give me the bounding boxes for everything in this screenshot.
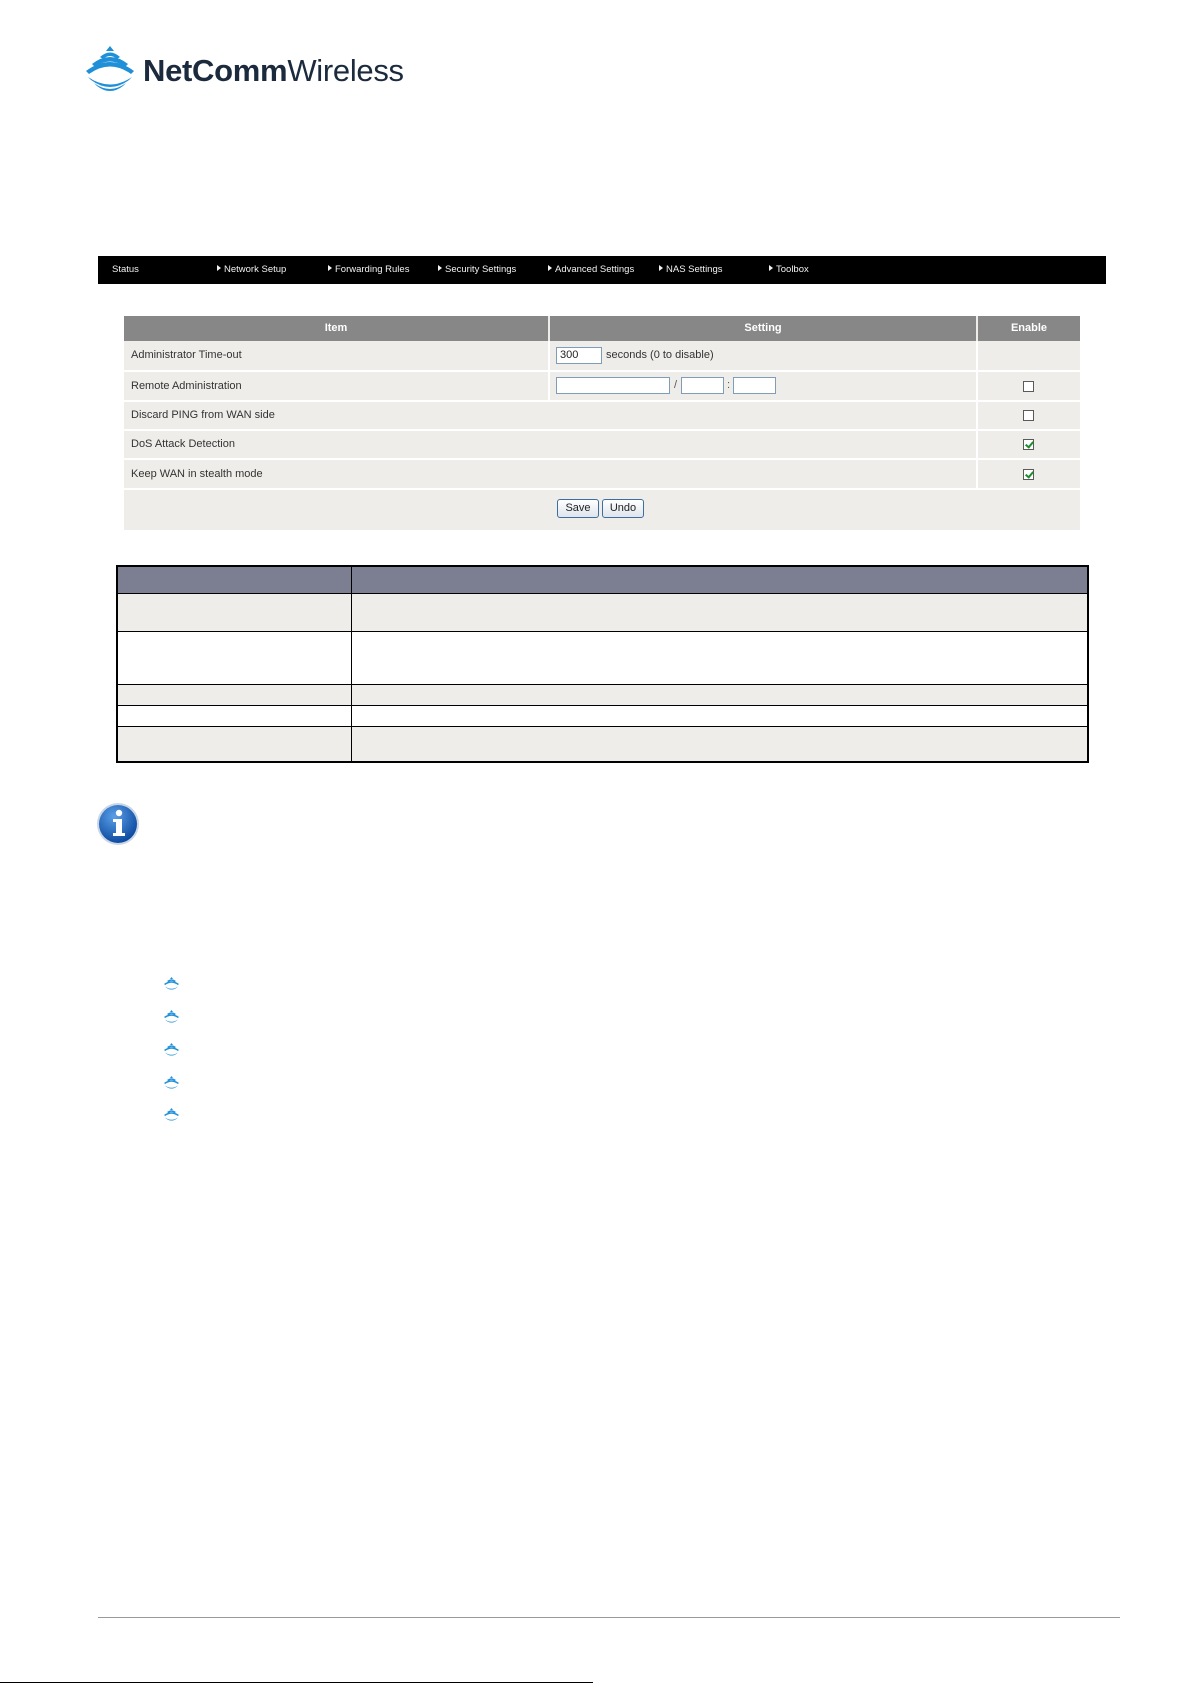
nav-arrow-icon xyxy=(548,265,552,271)
undo-button[interactable]: Undo xyxy=(602,499,644,518)
column-divider xyxy=(976,402,978,429)
column-divider xyxy=(548,341,550,370)
nav-status[interactable]: Status xyxy=(112,264,139,275)
desc-table-row xyxy=(118,685,1087,706)
info-icon xyxy=(96,801,140,847)
bullet-wireless-icon xyxy=(163,1108,180,1121)
column-divider xyxy=(976,431,978,458)
nav-advanced-settings[interactable]: Advanced Settings xyxy=(548,256,634,284)
discard-ping-checkbox[interactable] xyxy=(1023,410,1034,421)
row-stealth-mode xyxy=(124,460,1080,490)
brand-name xyxy=(143,52,404,88)
nav-arrow-icon xyxy=(217,265,221,271)
settings-table-header xyxy=(124,316,1080,341)
bottom-rule xyxy=(0,1682,593,1683)
desc-table-row xyxy=(118,594,1087,632)
row-discard-ping xyxy=(124,402,1080,431)
stealth-mode-checkbox[interactable] xyxy=(1023,469,1034,480)
discard-ping-label: Discard PING from WAN side xyxy=(131,409,275,421)
nav-security-settings[interactable]: Security Settings xyxy=(438,256,516,284)
desc-table-row xyxy=(118,632,1087,685)
bullet-wireless-icon xyxy=(163,977,180,990)
timeout-input[interactable]: 300 xyxy=(556,347,602,364)
brand-name-light: Wireless xyxy=(287,52,404,88)
footer-divider xyxy=(98,1617,1120,1618)
nav-toolbox[interactable]: Toolbox xyxy=(769,256,809,284)
desc-column-divider xyxy=(351,567,352,761)
header-enable: Enable xyxy=(978,316,1080,341)
top-navigation-bar xyxy=(98,256,1106,284)
bullet-wireless-icon xyxy=(163,1076,180,1089)
remote-ip-input[interactable] xyxy=(556,377,670,394)
remote-port-input[interactable] xyxy=(733,377,776,394)
row-dos-detection xyxy=(124,431,1080,460)
dos-detection-label: DoS Attack Detection xyxy=(131,438,235,450)
desc-table-row xyxy=(118,706,1087,727)
brand-name-bold: NetComm xyxy=(143,52,288,88)
security-settings-panel xyxy=(124,316,1080,530)
bullet-wireless-icon xyxy=(163,1010,180,1023)
bullet-wireless-icon xyxy=(163,1043,180,1056)
header-item: Item xyxy=(124,316,548,341)
column-divider xyxy=(976,372,978,400)
row-remote-admin xyxy=(124,372,1080,402)
nav-arrow-icon xyxy=(769,265,773,271)
description-table xyxy=(116,565,1089,763)
timeout-suffix: seconds (0 to disable) xyxy=(606,349,714,361)
stealth-mode-label: Keep WAN in stealth mode xyxy=(131,468,263,480)
desc-table-header xyxy=(118,567,1087,594)
nav-nas-settings[interactable]: NAS Settings xyxy=(659,256,723,284)
nav-arrow-icon xyxy=(659,265,663,271)
remote-admin-label: Remote Administration xyxy=(131,380,242,392)
remote-mask-input[interactable] xyxy=(681,377,724,394)
admin-timeout-label: Administrator Time-out xyxy=(131,349,242,361)
ip-mask-separator: / xyxy=(674,379,678,391)
wireless-logo-icon xyxy=(83,44,137,96)
port-separator: : xyxy=(727,379,731,391)
nav-arrow-icon xyxy=(438,265,442,271)
column-divider xyxy=(976,460,978,488)
save-button[interactable]: Save xyxy=(557,499,599,518)
nav-network-setup[interactable]: Network Setup xyxy=(217,256,286,284)
remote-admin-checkbox[interactable] xyxy=(1023,381,1034,392)
column-divider xyxy=(976,341,978,370)
row-admin-timeout xyxy=(124,341,1080,372)
brand-logo xyxy=(83,44,404,96)
header-setting: Setting xyxy=(550,316,976,341)
nav-arrow-icon xyxy=(328,265,332,271)
router-admin-screenshot xyxy=(98,256,1106,540)
column-divider xyxy=(548,372,550,400)
nav-forwarding-rules[interactable]: Forwarding Rules xyxy=(328,256,409,284)
desc-table-row xyxy=(118,727,1087,761)
dos-detection-checkbox[interactable] xyxy=(1023,439,1034,450)
